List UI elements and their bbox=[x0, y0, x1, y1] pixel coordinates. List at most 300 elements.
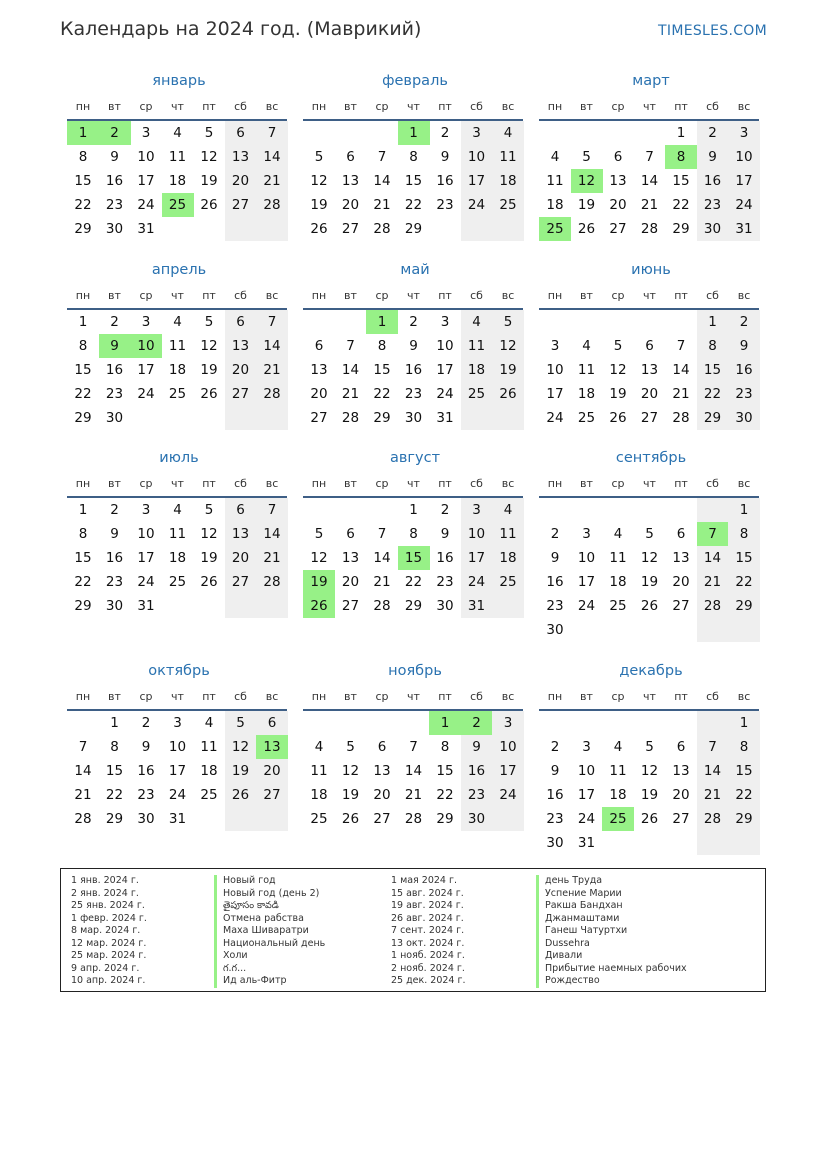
calendar-day: 15 bbox=[74, 173, 92, 189]
legend-date: 2 янв. 2024 г. bbox=[71, 887, 139, 899]
calendar-day: 19 bbox=[609, 386, 627, 402]
calendar-day: 12 bbox=[640, 550, 659, 566]
calendar-day: 14 bbox=[404, 763, 423, 779]
weekend-shade bbox=[728, 831, 760, 855]
calendar-day: 26 bbox=[577, 221, 596, 237]
legend-holiday-name: Маха Шиваратри bbox=[214, 925, 325, 938]
calendar-day: 16 bbox=[697, 169, 729, 193]
calendar-day: 11 bbox=[168, 149, 187, 165]
calendar-day: 30 bbox=[461, 807, 493, 831]
calendar-day: 17 bbox=[546, 386, 564, 402]
calendar-day: 26 bbox=[225, 783, 257, 807]
weekend-shade bbox=[461, 406, 493, 430]
weekday-label: ср bbox=[139, 100, 153, 113]
holiday-day: 10 bbox=[130, 334, 162, 358]
calendar-day: 16 bbox=[546, 574, 564, 590]
calendar-day: 22 bbox=[728, 783, 760, 807]
holiday-day: 26 bbox=[303, 594, 335, 618]
calendar-day: 25 bbox=[492, 193, 524, 217]
calendar-day: 28 bbox=[697, 594, 729, 618]
calendar-day: 4 bbox=[492, 498, 524, 522]
calendar-day: 9 bbox=[550, 550, 560, 566]
weekday-label: вс bbox=[737, 690, 751, 703]
weekday-label: чт bbox=[407, 289, 420, 302]
weekday-label: сб bbox=[470, 690, 483, 703]
calendar-day: 3 bbox=[461, 121, 493, 145]
calendar-day: 21 bbox=[697, 783, 729, 807]
calendar-day: 21 bbox=[373, 197, 391, 213]
calendar-day: 18 bbox=[200, 763, 218, 779]
calendar-day: 19 bbox=[200, 550, 218, 566]
calendar-day: 29 bbox=[728, 807, 760, 831]
legend-date: 1 нояб. 2024 г. bbox=[391, 950, 465, 961]
calendar-day: 30 bbox=[728, 406, 760, 430]
calendar-day: 22 bbox=[672, 197, 690, 213]
calendar-day: 15 bbox=[697, 358, 729, 382]
calendar-day: 26 bbox=[640, 811, 659, 827]
legend-date: 7 сент. 2024 г. bbox=[391, 925, 465, 936]
legend-holiday-name: Ид аль-Фитр bbox=[214, 975, 325, 988]
weekend-shade bbox=[697, 618, 729, 642]
calendar-day: 25 bbox=[577, 410, 596, 426]
calendar-day: 29 bbox=[728, 594, 760, 618]
weekday-label: вс bbox=[501, 100, 515, 113]
calendar-day: 14 bbox=[697, 546, 729, 570]
calendar-day: 25 bbox=[168, 386, 187, 402]
weekday-label: чт bbox=[643, 289, 656, 302]
calendar-day: 3 bbox=[492, 711, 524, 735]
calendar-day: 8 bbox=[377, 338, 387, 354]
calendar-day: 7 bbox=[645, 149, 654, 165]
calendar-day: 26 bbox=[200, 386, 218, 402]
calendar-day: 22 bbox=[74, 574, 92, 590]
calendar-day: 10 bbox=[492, 735, 524, 759]
calendar-day: 10 bbox=[577, 763, 596, 779]
legend-date: 1 февр. 2024 г. bbox=[71, 912, 147, 924]
calendar-day: 10 bbox=[137, 149, 155, 165]
calendar-day: 24 bbox=[577, 598, 596, 614]
month-name: февраль bbox=[382, 73, 448, 89]
weekday-label: чт bbox=[171, 289, 184, 302]
calendar-day: 11 bbox=[168, 526, 187, 542]
calendar-day: 8 bbox=[440, 739, 450, 755]
calendar-day: 20 bbox=[672, 574, 690, 590]
calendar-day: 8 bbox=[728, 735, 760, 759]
calendar-day: 1 bbox=[78, 314, 88, 330]
calendar-day: 9 bbox=[728, 334, 760, 358]
calendar-day: 28 bbox=[74, 811, 92, 827]
legend-holiday-name: Dussehra bbox=[536, 938, 687, 951]
calendar-day: 13 bbox=[341, 550, 360, 566]
calendar-day: 21 bbox=[640, 197, 659, 213]
holiday-day: 15 bbox=[398, 546, 430, 570]
weekday-label: чт bbox=[643, 100, 656, 113]
legend-dates-right bbox=[391, 875, 466, 988]
calendar-day: 1 bbox=[676, 125, 686, 141]
weekday-label: сб bbox=[234, 690, 247, 703]
calendar-day: 29 bbox=[373, 410, 391, 426]
calendar-day: 1 bbox=[697, 310, 729, 334]
calendar-day: 21 bbox=[256, 358, 288, 382]
legend-holiday-name: తైపూసం కావడి bbox=[214, 900, 325, 913]
calendar-day: 27 bbox=[225, 193, 257, 217]
weekday-header bbox=[303, 289, 527, 305]
calendar-day: 6 bbox=[346, 526, 355, 542]
calendar-day: 11 bbox=[492, 145, 524, 169]
calendar-day: 2 bbox=[110, 314, 119, 330]
calendar-day: 15 bbox=[74, 362, 92, 378]
calendar-day: 5 bbox=[492, 310, 524, 334]
calendar-day: 24 bbox=[461, 570, 493, 594]
weekday-header bbox=[67, 690, 291, 706]
calendar-day: 12 bbox=[341, 763, 360, 779]
calendar-day: 24 bbox=[461, 193, 493, 217]
calendar-day: 2 bbox=[728, 310, 760, 334]
calendar-day: 7 bbox=[377, 526, 387, 542]
legend-holiday-name: Дивали bbox=[536, 950, 687, 963]
calendar-day: 25 bbox=[168, 574, 187, 590]
legend-holiday-name: Джанмаштами bbox=[536, 913, 687, 926]
calendar-day: 27 bbox=[341, 598, 360, 614]
legend-date: 1 янв. 2024 г. bbox=[71, 875, 139, 886]
weekday-label: пт bbox=[202, 289, 216, 302]
weekday-header bbox=[539, 690, 763, 706]
calendar-day: 20 bbox=[373, 787, 391, 803]
calendar-day: 13 bbox=[672, 763, 690, 779]
calendar-day: 19 bbox=[640, 574, 659, 590]
calendar-day: 23 bbox=[105, 197, 124, 213]
calendar-day: 16 bbox=[105, 550, 124, 566]
weekday-header bbox=[303, 100, 527, 116]
calendar-day: 19 bbox=[577, 197, 596, 213]
calendar-day: 17 bbox=[137, 362, 155, 378]
calendar-day: 3 bbox=[141, 502, 151, 518]
weekday-label: пн bbox=[311, 690, 327, 703]
holiday-day: 1 bbox=[398, 121, 430, 145]
weekday-label: чт bbox=[407, 690, 420, 703]
calendar-day: 28 bbox=[373, 598, 391, 614]
weekday-label: пн bbox=[311, 477, 327, 490]
calendar-day: 31 bbox=[728, 217, 760, 241]
calendar-day: 4 bbox=[550, 149, 560, 165]
calendar-day: 30 bbox=[404, 410, 423, 426]
weekday-label: вс bbox=[501, 289, 515, 302]
legend-date: 10 апр. 2024 г. bbox=[71, 975, 146, 986]
weekday-label: вт bbox=[344, 100, 357, 113]
calendar-day: 30 bbox=[436, 598, 454, 614]
calendar-day: 24 bbox=[168, 787, 187, 803]
calendar-day: 24 bbox=[546, 410, 564, 426]
calendar-day: 3 bbox=[728, 121, 760, 145]
calendar-day: 26 bbox=[492, 382, 524, 406]
calendar-day: 16 bbox=[461, 759, 493, 783]
weekday-header bbox=[67, 477, 291, 493]
calendar-day: 11 bbox=[577, 362, 596, 378]
calendar-day: 26 bbox=[310, 221, 328, 237]
weekday-label: вс bbox=[265, 690, 279, 703]
calendar-day: 19 bbox=[200, 173, 218, 189]
calendar-day: 18 bbox=[577, 386, 596, 402]
calendar-day: 17 bbox=[168, 763, 187, 779]
calendar-day: 2 bbox=[440, 502, 450, 518]
legend-holiday-name: Ганеш Чатуртхи bbox=[536, 925, 687, 938]
legend-holiday-name: Успение Марии bbox=[536, 888, 687, 901]
holiday-day: 7 bbox=[697, 522, 729, 546]
weekday-label: вт bbox=[344, 477, 357, 490]
calendar-day: 6 bbox=[613, 149, 623, 165]
calendar-day: 7 bbox=[697, 735, 729, 759]
calendar-day: 28 bbox=[404, 811, 423, 827]
calendar-day: 30 bbox=[546, 835, 564, 851]
calendar-day: 28 bbox=[640, 221, 659, 237]
calendar-day: 24 bbox=[436, 386, 454, 402]
holiday-day: 1 bbox=[67, 121, 99, 145]
legend-holiday-name: Холи bbox=[214, 950, 325, 963]
calendar-day: 19 bbox=[310, 197, 328, 213]
calendar-day: 14 bbox=[256, 145, 288, 169]
calendar-day: 2 bbox=[550, 526, 560, 542]
weekday-label: сб bbox=[706, 690, 719, 703]
weekday-label: вт bbox=[108, 289, 121, 302]
calendar-day: 30 bbox=[697, 217, 729, 241]
weekday-label: сб bbox=[706, 477, 719, 490]
calendar-day: 9 bbox=[110, 526, 119, 542]
calendar-day: 29 bbox=[404, 221, 423, 237]
month-name: ноябрь bbox=[388, 663, 442, 679]
weekday-label: вс bbox=[737, 289, 751, 302]
holiday-day: 19 bbox=[303, 570, 335, 594]
weekday-label: вт bbox=[580, 690, 593, 703]
weekday-label: вс bbox=[265, 289, 279, 302]
calendar-day: 30 bbox=[105, 410, 124, 426]
calendar-day: 4 bbox=[613, 739, 623, 755]
calendar-day: 7 bbox=[256, 310, 288, 334]
calendar-day: 1 bbox=[728, 498, 760, 522]
calendar-day: 16 bbox=[105, 173, 124, 189]
calendar-day: 13 bbox=[310, 362, 328, 378]
calendar-day: 24 bbox=[728, 193, 760, 217]
calendar-day: 6 bbox=[676, 739, 686, 755]
weekday-header bbox=[303, 690, 527, 706]
weekday-label: сб bbox=[234, 100, 247, 113]
legend-date: 8 мар. 2024 г. bbox=[71, 925, 141, 936]
weekday-label: пт bbox=[438, 100, 452, 113]
calendar-day: 7 bbox=[409, 739, 418, 755]
weekend-shade bbox=[225, 217, 257, 241]
calendar-day: 30 bbox=[546, 622, 564, 638]
page-title: Календарь на 2024 год. (Маврикий) bbox=[60, 18, 422, 40]
calendar-day: 27 bbox=[609, 221, 627, 237]
calendar-day: 28 bbox=[341, 410, 360, 426]
weekday-label: сб bbox=[470, 477, 483, 490]
calendar-day: 29 bbox=[74, 598, 92, 614]
calendar-day: 28 bbox=[256, 382, 288, 406]
calendar-day: 13 bbox=[225, 334, 257, 358]
legend-holiday-name: Отмена рабства bbox=[214, 913, 325, 926]
calendar-day: 25 bbox=[609, 598, 627, 614]
calendar-day: 18 bbox=[492, 546, 524, 570]
calendar-day: 13 bbox=[609, 173, 627, 189]
calendar-day: 16 bbox=[728, 358, 760, 382]
weekday-header bbox=[539, 289, 763, 305]
legend-dates-left bbox=[71, 875, 147, 988]
weekend-shade bbox=[225, 594, 257, 618]
calendar-day: 27 bbox=[310, 410, 328, 426]
weekday-label: вс bbox=[737, 477, 751, 490]
calendar-day: 9 bbox=[550, 763, 560, 779]
calendar-day: 9 bbox=[141, 739, 151, 755]
calendar-day: 29 bbox=[74, 221, 92, 237]
calendar-day: 17 bbox=[461, 546, 493, 570]
month-name: апрель bbox=[151, 262, 207, 278]
calendar-day: 5 bbox=[346, 739, 355, 755]
calendar-day: 5 bbox=[613, 338, 623, 354]
calendar-day: 29 bbox=[697, 406, 729, 430]
calendar-day: 28 bbox=[373, 221, 391, 237]
calendar-day: 14 bbox=[640, 173, 659, 189]
calendar-day: 3 bbox=[440, 314, 450, 330]
calendar-day: 4 bbox=[173, 314, 182, 330]
calendar-day: 12 bbox=[609, 362, 627, 378]
weekday-label: пн bbox=[547, 289, 563, 302]
weekday-label: ср bbox=[139, 477, 153, 490]
legend-holiday-name: గ.గ... bbox=[214, 963, 325, 976]
calendar-day: 8 bbox=[409, 149, 418, 165]
calendar-day: 9 bbox=[110, 149, 119, 165]
calendar-day: 10 bbox=[577, 550, 596, 566]
calendar-day: 8 bbox=[728, 522, 760, 546]
weekend-shade bbox=[697, 498, 729, 522]
calendar-day: 19 bbox=[200, 362, 218, 378]
legend-holiday-name: Новый год bbox=[214, 875, 325, 888]
calendar-day: 20 bbox=[609, 197, 627, 213]
calendar-day: 5 bbox=[204, 502, 214, 518]
month-name: май bbox=[400, 262, 430, 278]
weekend-shade bbox=[492, 594, 524, 618]
calendar-day: 12 bbox=[200, 149, 218, 165]
weekend-shade bbox=[256, 807, 288, 831]
calendar-day: 6 bbox=[676, 526, 686, 542]
calendar-day: 10 bbox=[436, 338, 454, 354]
weekday-label: ср bbox=[375, 289, 389, 302]
weekday-header bbox=[539, 100, 763, 116]
calendar-day: 11 bbox=[546, 173, 564, 189]
calendar-day: 22 bbox=[697, 382, 729, 406]
calendar-day: 16 bbox=[436, 550, 454, 566]
weekday-label: сб bbox=[234, 477, 247, 490]
weekday-label: пн bbox=[75, 289, 91, 302]
weekday-label: ср bbox=[611, 100, 625, 113]
calendar-day: 20 bbox=[341, 574, 360, 590]
calendar-day: 22 bbox=[74, 386, 92, 402]
holiday-day: 1 bbox=[429, 711, 461, 735]
calendar-day: 12 bbox=[310, 173, 328, 189]
calendar-day: 21 bbox=[697, 570, 729, 594]
calendar-day: 20 bbox=[256, 759, 288, 783]
legend-holiday-name: Новый год (день 2) bbox=[214, 888, 325, 901]
holiday-day: 13 bbox=[256, 735, 288, 759]
calendar-day: 22 bbox=[404, 574, 423, 590]
calendar-day: 7 bbox=[256, 498, 288, 522]
calendar-day: 26 bbox=[200, 574, 218, 590]
legend-holiday-name: Рождество bbox=[536, 975, 687, 988]
holiday-day: 25 bbox=[162, 193, 194, 217]
calendar-day: 21 bbox=[341, 386, 360, 402]
weekday-label: вт bbox=[344, 289, 357, 302]
weekday-label: вс bbox=[737, 100, 751, 113]
calendar-day: 5 bbox=[645, 739, 654, 755]
calendar-day: 15 bbox=[728, 546, 760, 570]
calendar-day: 19 bbox=[492, 358, 524, 382]
calendar-day: 9 bbox=[409, 338, 418, 354]
calendar-day: 12 bbox=[200, 526, 218, 542]
calendar-day: 14 bbox=[373, 550, 391, 566]
weekday-label: вт bbox=[108, 100, 121, 113]
calendar-day: 16 bbox=[137, 763, 155, 779]
calendar-day: 24 bbox=[137, 386, 155, 402]
weekday-label: ср bbox=[611, 289, 625, 302]
weekend-shade bbox=[256, 217, 288, 241]
calendar-day: 2 bbox=[697, 121, 729, 145]
calendar-day: 31 bbox=[137, 598, 155, 614]
calendar-day: 27 bbox=[672, 811, 690, 827]
calendar-day: 5 bbox=[314, 149, 324, 165]
calendar-day: 24 bbox=[492, 783, 524, 807]
legend-holiday-name: Прибытие наемных рабочих bbox=[536, 963, 687, 976]
calendar-day: 17 bbox=[492, 759, 524, 783]
weekday-label: ср bbox=[611, 690, 625, 703]
calendar-day: 8 bbox=[78, 338, 88, 354]
calendar-day: 3 bbox=[550, 338, 560, 354]
legend-names-left bbox=[214, 875, 325, 988]
legend-holiday-name: день Труда bbox=[536, 875, 687, 888]
calendar-day: 17 bbox=[577, 574, 596, 590]
weekday-label: сб bbox=[470, 100, 483, 113]
calendar-day: 18 bbox=[461, 358, 493, 382]
site-link[interactable]: TIMESLES.COM bbox=[658, 23, 767, 39]
weekday-label: вт bbox=[344, 690, 357, 703]
legend-date: 15 авг. 2024 г. bbox=[391, 887, 464, 899]
calendar-day: 30 bbox=[137, 811, 155, 827]
calendar-day: 27 bbox=[672, 598, 690, 614]
calendar-day: 14 bbox=[256, 522, 288, 546]
month-name: декабрь bbox=[619, 663, 683, 679]
calendar-day: 21 bbox=[256, 169, 288, 193]
holiday-day: 12 bbox=[571, 169, 603, 193]
calendar-day: 1 bbox=[409, 502, 418, 518]
month-name: январь bbox=[152, 73, 206, 89]
month-name: март bbox=[632, 73, 670, 89]
calendar-day: 23 bbox=[728, 382, 760, 406]
calendar-day: 22 bbox=[728, 570, 760, 594]
calendar-day: 16 bbox=[436, 173, 454, 189]
calendar-day: 2 bbox=[409, 314, 418, 330]
weekday-label: пн bbox=[547, 100, 563, 113]
calendar-day: 29 bbox=[672, 221, 690, 237]
holiday-day: 2 bbox=[99, 121, 131, 145]
calendar-day: 8 bbox=[697, 334, 729, 358]
weekend-shade bbox=[225, 807, 257, 831]
calendar-day: 29 bbox=[105, 811, 124, 827]
calendar-day: 22 bbox=[74, 197, 92, 213]
calendar-day: 22 bbox=[105, 787, 124, 803]
calendar-day: 2 bbox=[141, 715, 151, 731]
calendar-day: 15 bbox=[728, 759, 760, 783]
weekday-label: пн bbox=[75, 477, 91, 490]
weekday-label: чт bbox=[407, 100, 420, 113]
calendar-day: 22 bbox=[373, 386, 391, 402]
holiday-legend bbox=[60, 868, 766, 992]
